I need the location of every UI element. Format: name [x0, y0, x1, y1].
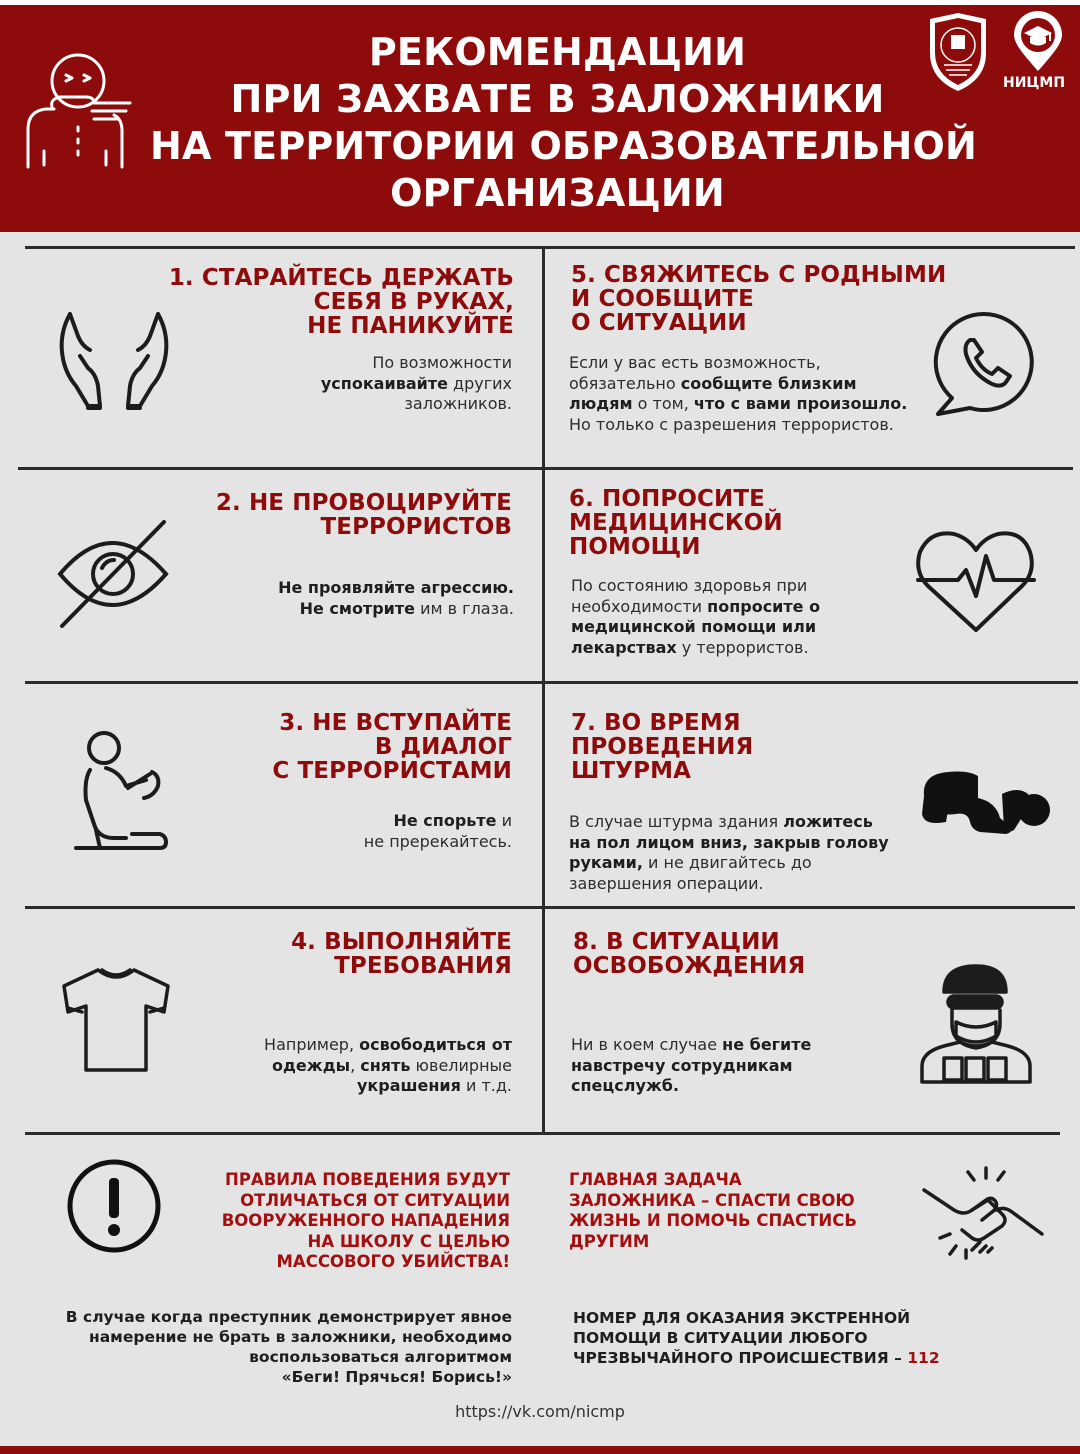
text-line: Но только с разрешения террористов.: [569, 414, 894, 434]
section-2-text: [214, 578, 514, 619]
text-line: Не смотрите им в глаза.: [299, 598, 514, 618]
section-2-title: [150, 491, 512, 539]
section-title-line: ТЕРРОРИСТОВ: [320, 514, 512, 540]
divider: [18, 467, 1073, 470]
warning-line: ОТЛИЧАТЬСЯ ОТ СИТУАЦИИ: [240, 1190, 510, 1210]
section-title-line: ШТУРМА: [571, 758, 691, 784]
choking-person-icon: [22, 47, 134, 169]
note-line: воспользоваться алгоритмом: [249, 1348, 512, 1366]
behavior-warning: [190, 1170, 510, 1273]
title-line: ПРИ ЗАХВАТЕ В ЗАЛОЖНИКИ: [230, 77, 885, 121]
section-title-line: 1. СТАРАЙТЕСЬ ДЕРЖАТЬ: [168, 265, 514, 291]
warning-line: ПРАВИЛА ПОВЕДЕНИЯ БУДУТ: [225, 1170, 510, 1189]
section-title-line: 5. СВЯЖИТЕСЬ С РОДНЫМИ: [571, 262, 947, 288]
emergency-line: НОМЕР ДЛЯ ОКАЗАНИЯ ЭКСТРЕННОЙ: [573, 1309, 911, 1327]
section-title-line: С ТЕРРОРИСТАМИ: [272, 758, 512, 784]
section-5-text: [569, 353, 929, 435]
text-line: не пререкайтесь.: [363, 831, 512, 851]
text-line: людям о том, что с вами произошло.: [569, 394, 908, 413]
section-title-line: 7. ВО ВРЕМЯ: [571, 710, 741, 736]
text-line: Ни в коем случае не бегите: [571, 1035, 812, 1054]
section-3-title: [150, 711, 512, 783]
main-task-line: ДРУГИМ: [569, 1231, 650, 1251]
section-title-line: 8. В СИТУАЦИИ: [573, 929, 780, 955]
divider: [542, 248, 545, 1132]
warning-line: НА ШКОЛУ С ЦЕЛЬЮ: [307, 1231, 510, 1251]
text-line: на пол лицом вниз, закрыв голову: [569, 832, 889, 852]
divider: [25, 906, 1075, 909]
section-title-line: МЕДИЦИНСКОЙ: [569, 510, 783, 536]
nicmp-logo-icon: [1010, 11, 1066, 73]
divider: [25, 1132, 1060, 1135]
section-8-title: [573, 930, 903, 978]
emergency-number: 112: [907, 1349, 940, 1367]
text-line: спецслужб.: [571, 1076, 680, 1095]
exclamation-circle-icon: [66, 1158, 162, 1254]
footer-link[interactable]: https://vk.com/nicmp: [455, 1402, 625, 1421]
text-line: лекарствах у террористов.: [571, 637, 809, 657]
bottom-bar: [0, 1446, 1080, 1454]
section-title-line: НЕ ПАНИКУЙТЕ: [307, 313, 514, 339]
section-title-line: 2. НЕ ПРОВОЦИРУЙТЕ: [215, 490, 512, 516]
text-line: По возможности: [372, 353, 512, 372]
main-task-line: ГЛАВНАЯ ЗАДАЧА: [569, 1170, 742, 1189]
run-hide-fight-note: [40, 1307, 512, 1387]
note-line: намерение не брать в заложники, необходимо: [89, 1328, 512, 1346]
main-task-line: ЖИЗНЬ И ПОМОЧЬ СПАСТИСЬ: [569, 1211, 857, 1230]
section-6-text: [571, 576, 871, 658]
page-title: [150, 29, 978, 217]
section-title-line: 3. НЕ ВСТУПАЙТЕ: [279, 710, 512, 736]
text-line: По состоянию здоровья при: [571, 576, 808, 595]
section-7-title: [571, 711, 901, 783]
text-line: В случае штурма здания ложитесь: [569, 812, 873, 831]
section-title-line: И СООБЩИТЕ: [571, 286, 754, 312]
crossed-eye-icon: [56, 518, 170, 630]
section-title-line: СЕБЯ В РУКАХ,: [313, 289, 514, 315]
commission-shield-icon: [926, 13, 990, 93]
soldier-icon: [918, 962, 1032, 1084]
section-title-line: ПОМОЩИ: [569, 534, 701, 560]
emergency-line: ЧРЕЗВЫЧАЙНОГО ПРОИСШЕСТВИЯ –: [573, 1349, 908, 1367]
text-line: обязательно сообщите близким: [569, 373, 857, 393]
section-6-title: [569, 487, 899, 559]
section-7-text: [569, 812, 909, 894]
section-title-line: 6. ПОПРОСИТЕ: [569, 486, 765, 512]
section-1-text: [214, 353, 512, 415]
text-line: заложников.: [404, 394, 512, 413]
divider: [25, 681, 1078, 684]
text-line: навстречу сотрудникам: [571, 1055, 793, 1075]
section-title-line: ПРОВЕДЕНИЯ: [571, 734, 754, 760]
kneeling-person-icon: [70, 730, 170, 860]
text-line: Не спорьте и: [393, 811, 512, 830]
section-1-title: [150, 266, 514, 338]
text-line: Не проявляйте агрессию.: [278, 578, 514, 597]
section-title-line: ОСВОБОЖДЕНИЯ: [573, 953, 806, 979]
note-line: «Беги! Прячься! Борись!»: [281, 1368, 512, 1386]
note-line: В случае когда преступник демонстрирует явное: [65, 1308, 512, 1326]
text-line: Если у вас есть возможность,: [569, 353, 821, 372]
warning-line: МАССОВОГО УБИЙСТВА!: [276, 1252, 510, 1271]
section-title-line: 4. ВЫПОЛНЯЙТЕ: [291, 929, 512, 955]
main-task: [569, 1170, 889, 1252]
text-line: Например, освободиться от: [264, 1035, 512, 1054]
text-line: руками, и не двигайтесь до: [569, 853, 812, 872]
section-4-title: [150, 930, 512, 978]
nicmp-logo-text: НИЦМП: [1003, 75, 1066, 91]
text-line: необходимости попросите о: [571, 596, 821, 616]
section-title-line: В ДИАЛОГ: [374, 734, 512, 760]
section-title-line: О СИТУАЦИИ: [571, 310, 747, 336]
divider: [25, 246, 1075, 249]
emergency-number-note: [573, 1308, 973, 1368]
section-title-line: ТРЕБОВАНИЯ: [334, 953, 512, 979]
section-5-title: [571, 263, 971, 335]
section-8-text: [571, 1035, 871, 1097]
main-task-line: ЗАЛОЖНИКА – СПАСТИ СВОЮ: [569, 1190, 855, 1210]
title-line: ОРГАНИЗАЦИИ: [390, 171, 725, 215]
heart-pulse-icon: [914, 528, 1038, 634]
text-line: медицинской помощи или: [571, 617, 817, 636]
title-line: НА ТЕРРИТОРИИ ОБРАЗОВАТЕЛЬНОЙ: [150, 124, 978, 168]
text-line: успокаивайте других: [320, 373, 512, 393]
header-banner: [0, 0, 1080, 232]
section-3-text: [214, 811, 512, 852]
tshirt-icon: [58, 966, 174, 1074]
phone-chat-icon: [934, 310, 1042, 416]
title-line: РЕКОМЕНДАЦИИ: [368, 30, 747, 74]
text-line: завершения операции.: [569, 873, 764, 893]
text-line: украшения и т.д.: [356, 1076, 512, 1095]
section-4-text: [214, 1035, 512, 1097]
warning-line: ВООРУЖЕННОГО НАПАДЕНИЯ: [221, 1211, 510, 1230]
praying-hands-icon: [54, 308, 174, 412]
emergency-line: ПОМОЩИ В СИТУАЦИИ ЛЮБОГО: [573, 1329, 868, 1347]
lying-person-icon: [918, 766, 1052, 836]
text-line: одежды, снять ювелирные: [272, 1055, 512, 1075]
helping-hands-icon: [920, 1164, 1046, 1260]
